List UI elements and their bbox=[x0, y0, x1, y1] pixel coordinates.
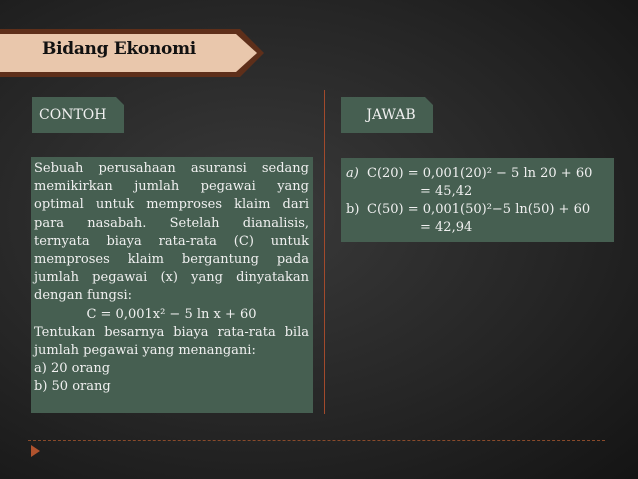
triangle-arrow-icon bbox=[31, 445, 40, 457]
option-b: b) 50 orang bbox=[34, 379, 111, 395]
answer-a-row bbox=[346, 165, 614, 183]
contoh-label-text: CONTOH bbox=[39, 107, 107, 123]
answer-a-result-row bbox=[346, 183, 614, 201]
problem-question: Tentukan besarnya biaya rata-rata bila jumlah pegawai yang menangani: bbox=[34, 324, 309, 359]
jawab-label bbox=[341, 97, 433, 133]
answer-box bbox=[341, 158, 614, 242]
problem-box bbox=[31, 157, 313, 413]
answer-b-result: = 42,94 bbox=[420, 220, 473, 235]
answer-b-result-row bbox=[346, 219, 614, 237]
answer-a-expr: C(20) = 0,001(20)² − 5 ln 20 + 60 bbox=[367, 166, 593, 181]
answer-b-row bbox=[346, 201, 614, 219]
label-corner bbox=[425, 97, 433, 105]
answer-a-label: a) bbox=[346, 166, 359, 181]
answer-b-expr: C(50) = 0,001(50)²−5 ln(50) + 60 bbox=[367, 202, 591, 217]
jawab-label-text: JAWAB bbox=[366, 107, 416, 123]
contoh-label bbox=[32, 97, 124, 133]
footer-divider bbox=[28, 440, 605, 441]
vertical-divider bbox=[324, 90, 325, 414]
answer-b-label: b) bbox=[346, 202, 360, 217]
option-a: a) 20 orang bbox=[34, 361, 111, 377]
label-corner bbox=[116, 97, 124, 105]
answer-a-result: = 45,42 bbox=[420, 184, 473, 199]
problem-formula: C = 0,001x² − 5 ln x + 60 bbox=[86, 306, 257, 322]
slide-title: Bidang Ekonomi bbox=[42, 39, 196, 59]
title-banner bbox=[0, 29, 264, 77]
problem-paragraph: Sebuah perusahaan asuransi sedang memikirkan jumlah pegawai yang optimal untuk memproses klaim dari para nasabah. Setelah dianalisis, ternyata biaya rata-rata (C) untuk memproses klaim bergantung pada jumlah pegawai (x) yang dinyatakan dengan fungsi: bbox=[34, 161, 309, 304]
